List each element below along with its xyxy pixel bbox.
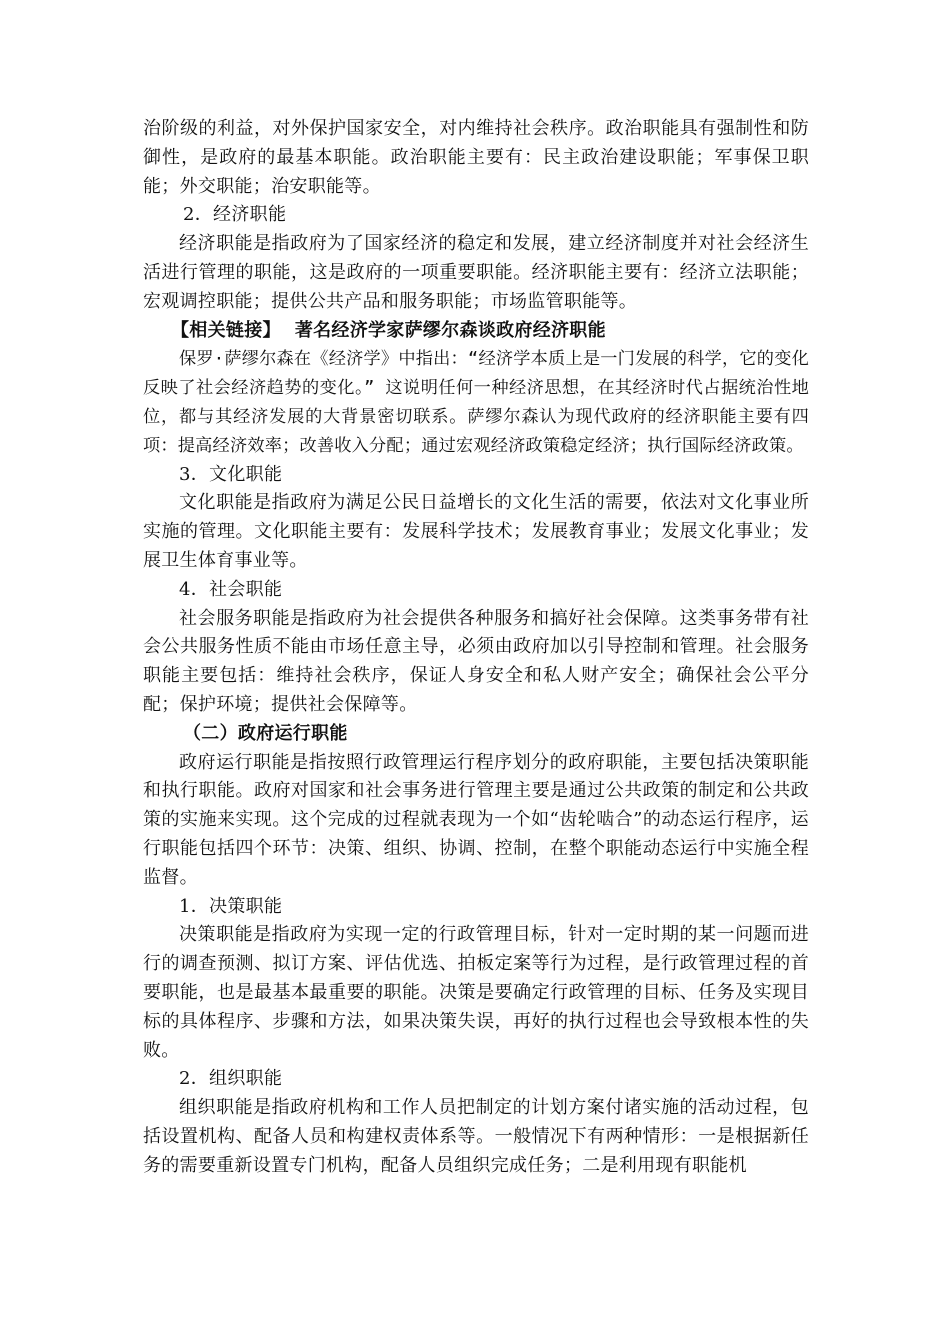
paragraph-cultural-function: 文化职能是指政府为满足公民日益增长的文化生活的需要，依法对文化事业所实施的管理。文化职能主要有：发展科学技术；发展教育事业；发展文化事业；发展卫生体育事业等。 (143, 492, 809, 571)
paragraph-social-function: 社会服务职能是指政府为社会提供各种服务和搞好社会保障。这类事务带有社会公共服务性质不能由市场任意主导，必须由政府加以引导控制和管理。社会服务职能主要包括：维持社会秩序，保证人身安全和私人财产安全；确保社会公平分配；保护环境；提供社会保障等。 (143, 607, 809, 715)
paragraph-samuelson: 保罗·萨缪尔森在《经济学》中指出：“经济学本质上是一门发展的科学，它的变化反映了社会经济趋势的变化。” 这说明任何一种经济思想，在其经济时代占据统治性地位，都与其经济发展的大背景密切联系。萨缪尔森认为现代政府的经济职能主要有四项：提高经济效率；改善收入分配；通过宏观经济政策稳定经济；执行国际经济政策。 (143, 349, 809, 456)
paragraph-political-function: 治阶级的利益，对外保护国家安全，对内维持社会秩序。政治职能具有强制性和防御性，是政府的最基本职能。政治职能主要有：民主政治建设职能；军事保卫职能；外交职能；治安职能等。 (143, 118, 809, 197)
related-link-label: 【相关链接】 (171, 319, 281, 341)
document-body (143, 115, 809, 1180)
section-heading-operation-function: （二）政府运行职能 (183, 722, 348, 744)
heading-cultural-function: 3．文化职能 (179, 463, 283, 485)
related-link-title: 著名经济学家萨缪尔森谈政府经济职能 (294, 319, 606, 341)
related-link-box (143, 345, 809, 460)
paragraph-operation-function: 政府运行职能是指按照行政管理运行程序划分的政府职能，主要包括决策职能和执行职能。政府对国家和社会事务进行管理主要是通过公共政策的制定和公共政策的实施来实现。这个完成的过程就表现为一个如“齿轮啮合”的动态运行程序，运行职能包括四个环节：决策、组织、协调、控制，在整个职能动态运行中实施全程监督。 (143, 751, 809, 888)
heading-social-function: 4．社会职能 (179, 578, 283, 600)
heading-organization-function: 2．组织职能 (179, 1068, 283, 1090)
paragraph-economic-function: 经济职能是指政府为了国家经济的稳定和发展，建立经济制度并对社会经济生活进行管理的职能，这是政府的一项重要职能。经济职能主要有：经济立法职能；宏观调控职能；提供公共产品和服务职能；市场监管职能等。 (143, 233, 809, 312)
heading-decision-function: 1．决策职能 (179, 895, 283, 917)
paragraph-decision-function: 决策职能是指政府为实现一定的行政管理目标，针对一定时期的某一问题而进行的调查预测、拟订方案、评估优选、拍板定案等行为过程，是行政管理过程的首要职能，也是最基本最重要的职能。决策是要确定行政管理的目标、任务及实现目标的具体程序、步骤和方法，如果决策失误，再好的执行过程也会导致根本性的失败。 (143, 924, 809, 1061)
paragraph-organization-function: 组织职能是指政府机构和工作人员把制定的计划方案付诸实施的活动过程，包括设置机构、配备人员和构建权责体系等。一般情况下有两种情形：一是根据新任务的需要重新设置专门机构，配备人员组织完成任务；二是利用现有职能机 (143, 1097, 809, 1176)
related-link-heading (143, 317, 809, 346)
heading-economic-function: 2．经济职能 (183, 204, 287, 226)
